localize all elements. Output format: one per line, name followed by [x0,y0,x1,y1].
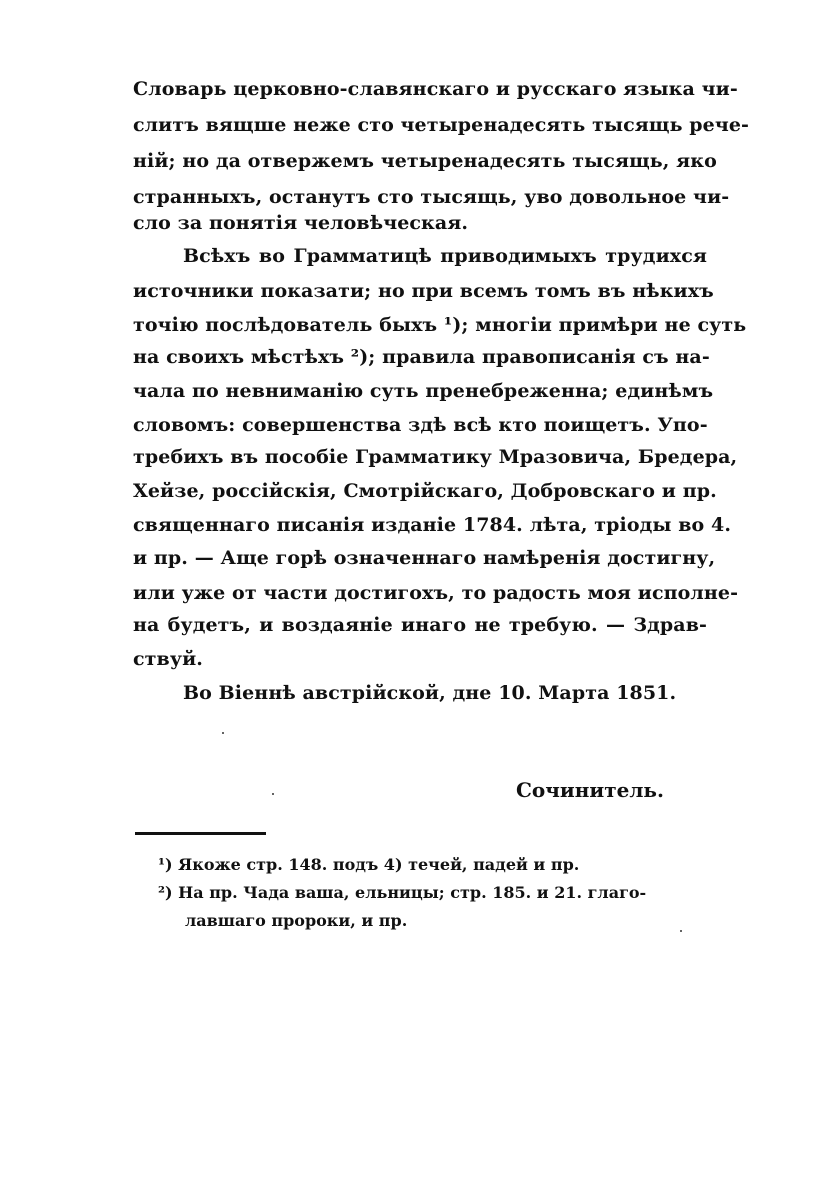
text-line: слитъ вящше неже сто четыренадесять тысящь рече- [133,114,750,136]
text-line: источники показати; но при всемъ томъ въ нѣкихъ [133,280,714,302]
text-line: Хейзе, россійскія, Смотрійскаго, Добровскаго и пр. [133,480,717,502]
scan-speck [272,793,274,795]
text-line: странныхъ, останутъ сто тысящь, уво довольное чи- [133,186,730,208]
text-line: требихъ въ пособіе Грамматику Мразовича, Бредера, [133,446,738,468]
footnote-divider [135,832,266,835]
scan-speck [222,732,224,734]
text-line: точію послѣдователь быхъ ¹); многіи примѣри не суть [133,314,747,336]
text-line: Всѣхъ во Грамматицѣ приводимыхъ трудихся [183,245,707,267]
text-line: словомъ: совершенства здѣ всѣ кто поищетъ. Упо- [133,414,708,436]
text-line: Словарь церковно-славянскаго и русскаго языка чи- [133,78,738,100]
text-line: или уже от части достигохъ, то радость моя исполне- [133,582,739,604]
date-line: Во Віеннѣ австрійской, дне 10. Марта 1851. [183,682,677,704]
footnote-2-continuation: лавшаго пророки, и пр. [185,911,408,930]
text-line: священнаго писанія изданіе 1784. лѣта, тріоды во 4. [133,514,732,536]
scan-speck [680,930,682,932]
text-line: на своихъ мѣстѣхъ ²); правила правописанія съ на- [133,346,710,368]
text-line: на будетъ, и воздаяніе инаго не требую. — Здрав- [133,614,707,636]
author-signature: Сочинитель. [516,778,664,802]
text-line: сло за понятія человѣческая. [133,212,469,234]
text-line: и пр. — Аще горѣ означеннаго намѣренія достигну, [133,547,716,569]
text-line: чала по невниманію суть пренебреженна; единѣмъ [133,380,714,402]
text-line: ствуй. [133,648,204,670]
footnote-2: ²) На пр. Чада ваша, ельницы; стр. 185. и 21. глаго- [158,883,647,902]
footnote-1: ¹) Якоже стр. 148. подъ 4) течей, падей и пр. [158,855,580,874]
text-line: ній; но да отвержемъ четыренадесять тысящь, яко [133,150,717,172]
